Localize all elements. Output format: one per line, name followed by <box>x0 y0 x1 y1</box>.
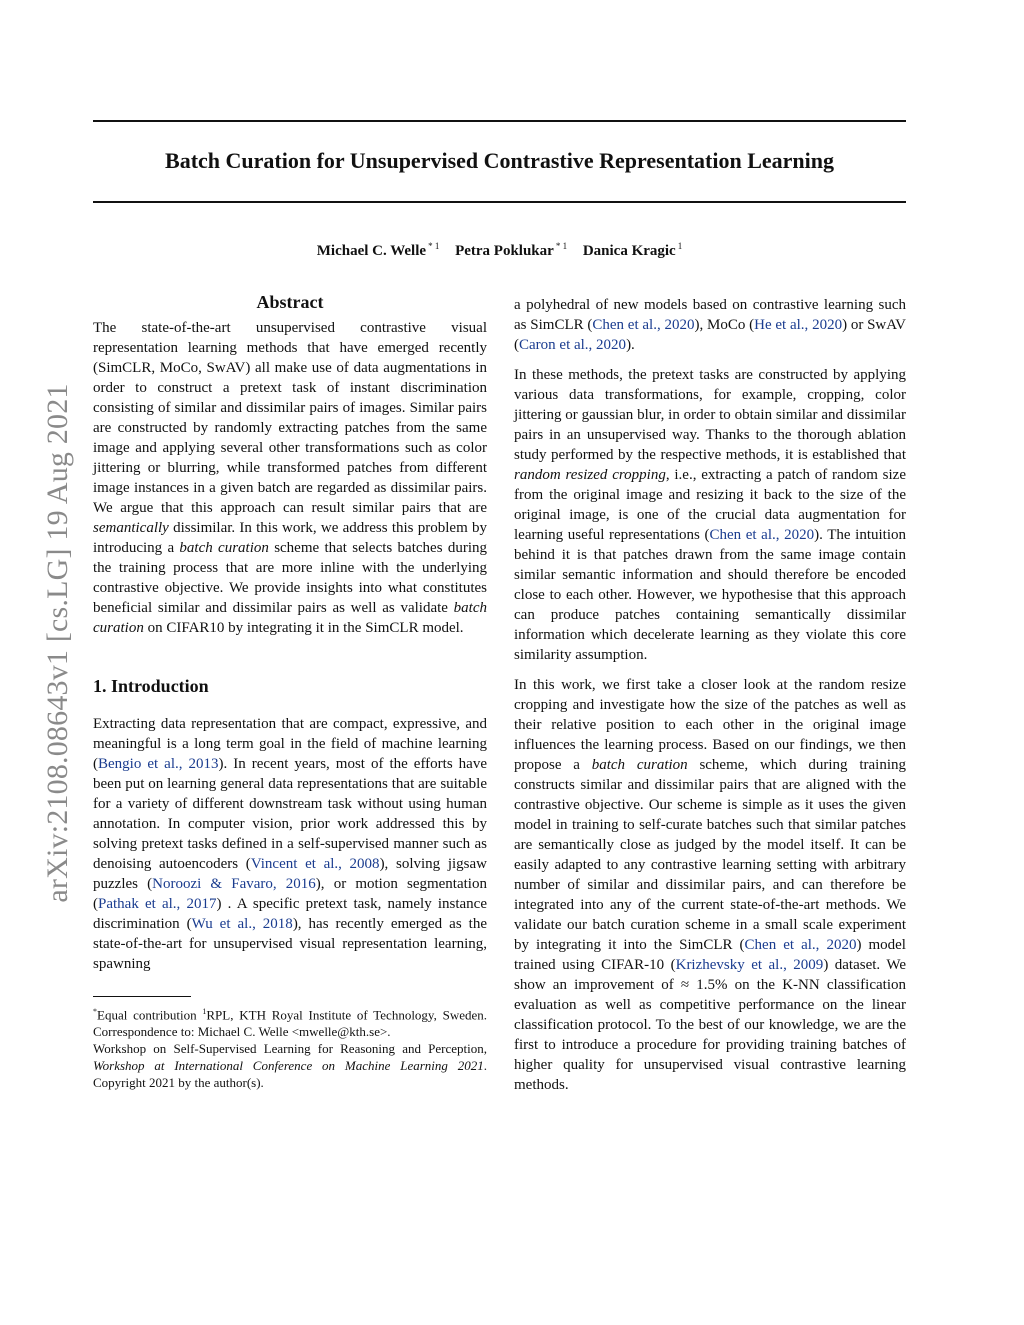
citation-link[interactable]: Chen et al., 2020 <box>744 937 857 953</box>
citation-link[interactable]: He et al., 2020 <box>754 317 843 333</box>
intro-paragraph: a polyhedral of new models based on contrastive learning such as SimCLR (Chen et al., 2020), MoCo (He et al., 2020) or SwAV (Caron et al., 2020). <box>514 297 906 353</box>
citation-link[interactable]: Noroozi & Favaro, 2016 <box>152 876 316 892</box>
author-affiliation: * 1 <box>428 241 440 251</box>
author-name: Michael C. Welle <box>316 243 427 259</box>
citation-link[interactable]: Pathak et al., 2017 <box>98 896 217 912</box>
venue-note: Workshop on Self-Supervised Learning for Reasoning and Perception, Workshop at International Conference on Machine Learning 2021. Copyright 2021 by the author(s). <box>93 1041 487 1091</box>
citation-link[interactable]: Vincent et al., 2008 <box>250 856 380 872</box>
left-column <box>93 290 487 1091</box>
title-rule-bottom <box>93 201 906 203</box>
abstract-text: The state-of-the-art unsupervised contrastive visual representation learning methods that have emerged recently (SimCLR, MoCo, SwAV) all make use of data augmentations in order to construct a pretext task of instant discrimination consisting of similar and dissimilar pairs of images. Similar pairs are constructed by randomly extracting patches from the same image and applying several other transformations such as color jittering or blurring, while transformed patches from different image instances in a given batch are regarded as dissimilar pairs. We argue that this approach can result similar pairs that are semantically dissimilar. In this work, we address this problem by introducing a batch curation scheme that selects batches during the training process that are more inline with the underlying contrastive objective. We provide insights into what constitutes beneficial similar and dissimilar pairs as well as validate batch curation on CIFAR10 by integrating it in the SimCLR model. <box>93 320 487 636</box>
author-name: Danica Kragic <box>582 243 676 259</box>
citation-link[interactable]: Chen et al., 2020 <box>709 527 815 543</box>
author-affiliation: * 1 <box>555 241 568 251</box>
intro-paragraph: In this work, we first take a closer look at the random resize cropping and investigate how the size of the patches as well as their relative position to each other in the original image influences the learning process. Based on our findings, we then propose a batch curation scheme, which during training constructs similar and dissimilar pairs that are aligned with the contrastive objective. Our scheme is simple as it uses the given model in training to self-curate batches such that similar patches are semantically close as judged by the model itself. It can be easily adapted to any contrastive learning setting with arbitrary number of similar and dissimilar pairs, and can therefore be integrated into any of the current state-of-the-art methods. We validate our batch curation scheme in a small scale experiment by integrating it into the SimCLR (Chen et al., 2020) model trained using CIFAR-10 (Krizhevsky et al., 2009) dataset. We show an improvement of ≈ 1.5% on the K-NN classification evaluation as well as competitive performance on the linear classification protocol. To the best of our knowledge, we are the first to introduce a procedure for providing training batches of higher quality for unsupervised visual contrastive learning methods. <box>514 677 906 1093</box>
citation-link[interactable]: Wu et al., 2018 <box>191 916 293 932</box>
title-rule-top <box>93 120 906 122</box>
author <box>455 243 567 259</box>
citation-link[interactable]: Chen et al., 2020 <box>592 317 695 333</box>
citation-link[interactable]: Krizhevsky et al., 2009 <box>675 957 824 973</box>
author-list <box>93 236 906 261</box>
intro-paragraph: In these methods, the pretext tasks are constructed by applying various data transformations, for example, cropping, color jittering or gaussian blur, in order to obtain similar and dissimilar pairs in an unsupervised way. Thanks to the thorough ablation study performed by the respective methods, it is established that random resized cropping, i.e., extracting a patch of random size from the original image and resizing it back to the size of the original image, is one of the crucial data augmentation for learning useful representations (Chen et al., 2020). The intuition behind it is that patches drawn from the same image contain similar semantic information and should therefore be encoded close to each other. However, we hypothesise that this approach can produce patches containing semantically dissimilar information which decelerate learning as they violate this core similarity assumption. <box>514 367 907 663</box>
citation-link[interactable]: Caron et al., 2020 <box>519 337 627 353</box>
paper-title: Batch Curation for Unsupervised Contrastive Representation Learning <box>165 148 834 173</box>
arxiv-identifier: arXiv:2108.08643v1 [cs.LG] 19 Aug 2021 <box>41 383 74 903</box>
author <box>583 243 682 259</box>
intro-paragraph: Extracting data representation that are compact, expressive, and meaningful is a long term goal in the field of machine learning (Bengio et al., 2013). In recent years, most of the efforts have been put on learning general data representations that are suitable for a variety of different downstream task without using human annotation. In computer vision, prior work addressed this by solving pretext tasks defined in a self-supervised manner such as denoising autoencoders (Vincent et al., 2008), solving jigsaw puzzles (Noroozi & Favaro, 2016), or motion segmentation (Pathak et al., 2017) . A specific pretext task, namely instance discrimination (Wu et al., 2018), has recently emerged as the state-of-the-art for unsupervised visual representation learning, spawning <box>93 716 488 972</box>
author <box>317 243 440 259</box>
right-column <box>514 295 906 1095</box>
abstract-heading: Abstract <box>256 292 324 312</box>
footnote: *Equal contribution $^1$RPL, KTH Royal Institute of Technology, Sweden. Correspondence to: Michael C. Welle <mwelle@kth.se>. <box>93 1007 487 1040</box>
footnote-divider <box>93 996 191 997</box>
author-name: Petra Poklukar <box>455 243 554 259</box>
section-heading-introduction: 1. Introduction <box>93 676 209 696</box>
citation-link[interactable]: Bengio et al., 2013 <box>98 756 219 772</box>
author-affiliation: 1 <box>677 241 683 251</box>
